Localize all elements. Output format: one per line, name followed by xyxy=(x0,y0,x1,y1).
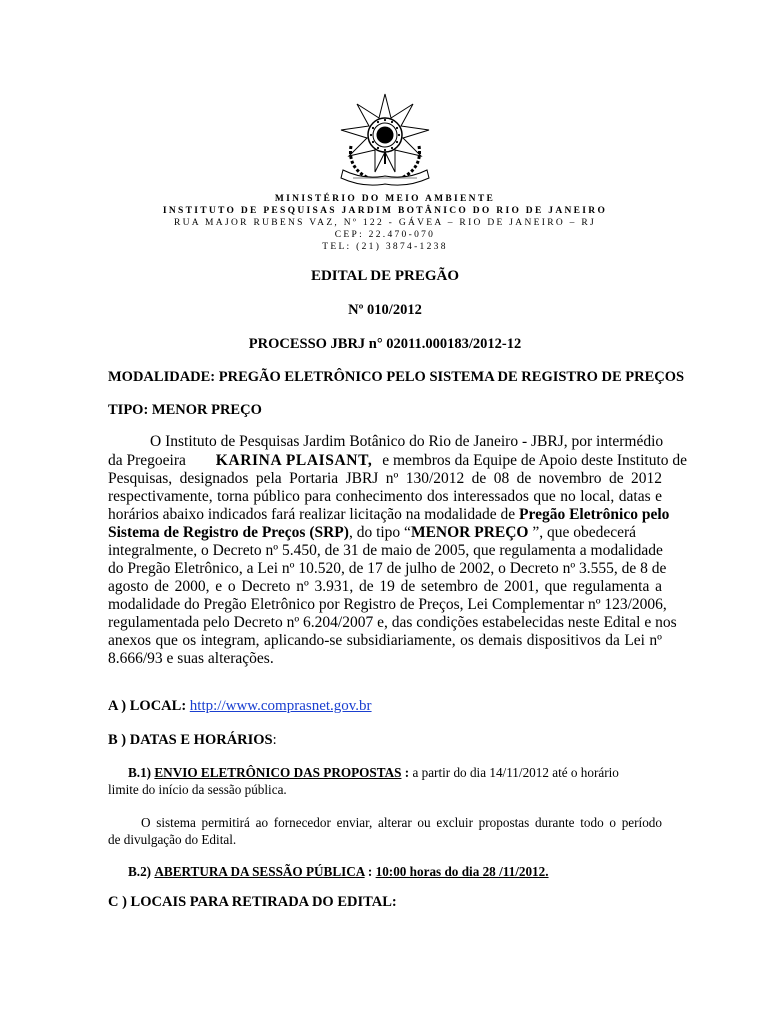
intro-line-2 xyxy=(108,452,688,470)
processo-number: PROCESSO JBRJ n° 02011.000183/2012-12 xyxy=(248,336,522,352)
intro-line-3: Pesquisas, designados pela Portaria JBRJ nº 130/2012 de 08 de novembro de 2012 xyxy=(108,470,662,487)
intro-line-1: O Instituto de Pesquisas Jardim Botânico do Rio de Janeiro - JBRJ, por intermédio xyxy=(150,433,664,450)
header-institute: INSTITUTO DE PESQUISAS JARDIM BOTÂNICO DO RIO DE JANEIRO xyxy=(162,206,608,216)
edital-number: Nº 010/2012 xyxy=(348,302,422,318)
coat-of-arms-seal xyxy=(333,90,437,190)
intro-line-13: 8.666/93 e suas alterações. xyxy=(108,650,274,667)
intro-tipo-text: , do tipo “ xyxy=(348,524,411,541)
intro-srp: Sistema de Registro de Preços (SRP) xyxy=(108,524,349,541)
comprasnet-link[interactable]: http://www.comprasnet.gov.br xyxy=(189,698,372,714)
intro-obedecera: ”, que obedecerá xyxy=(528,524,637,541)
intro-line-5-text: horários abaixo indicados fará realizar licitação na modalidade de xyxy=(108,506,516,523)
header-ministry: MINISTÉRIO DO MEIO AMBIENTE xyxy=(274,194,496,204)
header-address: RUA MAJOR RUBENS VAZ, Nº 122 - GÁVEA – RIO DE JANEIRO – RJ xyxy=(173,218,597,228)
b1-paragraph-line-1: O sistema permitirá ao fornecedor enviar, alterar ou excluir propostas durante todo o período xyxy=(141,815,662,830)
intro-line-9: agosto de 2000, e o Decreto nº 3.931, de 19 de setembro de 2001, que regulamenta a xyxy=(108,578,662,595)
edital-title: EDITAL DE PREGÃO xyxy=(310,268,460,284)
intro-line-8: do Pregão Eletrônico, a Lei nº 10.520, de 17 de julho de 2002, o Decreto nº 3.555, de 8 de xyxy=(108,560,667,577)
intro-line-7: integralmente, o Decreto nº 5.450, de 31 de maio de 2005, que regulamenta a modalidade xyxy=(108,542,663,559)
local-label: A ) LOCAL: xyxy=(108,698,187,714)
intro-line-5 xyxy=(108,506,670,524)
b1-text: a partir do dia 14/11/2012 até o horário xyxy=(412,765,619,780)
intro-line-4: respectivamente, torna público para conhecimento dos interessados que no local, datas e xyxy=(108,488,662,505)
b2-value: 10:00 horas do dia 28 /11/2012. xyxy=(375,864,549,879)
intro-line-11: regulamentada pelo Decreto nº 6.204/2007 e, das condições estabelecidas neste Edital e nos xyxy=(108,614,677,631)
b1-line-2: limite do início da sessão pública. xyxy=(108,782,287,797)
intro-line-6 xyxy=(108,524,662,542)
b1-paragraph-line-2: de divulgação do Edital. xyxy=(108,832,237,847)
tipo-line: TIPO: MENOR PREÇO xyxy=(108,402,262,418)
b2-title: ABERTURA DA SESSÃO PÚBLICA xyxy=(154,864,365,879)
c-heading: C ) LOCAIS PARA RETIRADA DO EDITAL: xyxy=(108,894,397,910)
b1-number: B.1) xyxy=(128,765,152,780)
intro-menor-preco: MENOR PREÇO xyxy=(410,524,529,541)
b1-title: ENVIO ELETRÔNICO DAS PROPOSTAS xyxy=(154,765,402,780)
intro-line-10: modalidade do Pregão Eletrônico por Registro de Preços, Lei Complementar nº 123/2006, xyxy=(108,596,667,613)
b1-colon: : xyxy=(401,765,413,780)
intro-pregao-eletronico: Pregão Eletrônico pelo xyxy=(519,506,670,523)
header-cep: CEP: 22.470-070 xyxy=(334,230,436,240)
intro-line-2-rest: e membros da Equipe de Apoio deste Instituto de xyxy=(382,452,688,469)
b1-line xyxy=(128,765,662,781)
pregoeira-name: KARINA PLAISANT, xyxy=(215,452,373,469)
datas-label: B ) DATAS E HORÁRIOS xyxy=(108,732,273,748)
b2-line xyxy=(128,864,662,880)
datas-line xyxy=(108,732,662,749)
b2-number: B.2) xyxy=(128,864,152,879)
b2-colon: : xyxy=(364,864,376,879)
modalidade-line: MODALIDADE: PREGÃO ELETRÔNICO PELO SISTEMA DE REGISTRO DE PREÇOS xyxy=(108,369,685,385)
header-tel: TEL: (21) 3874-1238 xyxy=(322,242,448,252)
intro-line-12: anexos que os integram, aplicando-se subsidiariamente, os demais dispositivos da Lei nº xyxy=(108,632,662,649)
datas-colon: : xyxy=(272,732,277,748)
local-line xyxy=(108,698,662,715)
intro-pregoeira-label: da Pregoeira xyxy=(108,452,186,469)
